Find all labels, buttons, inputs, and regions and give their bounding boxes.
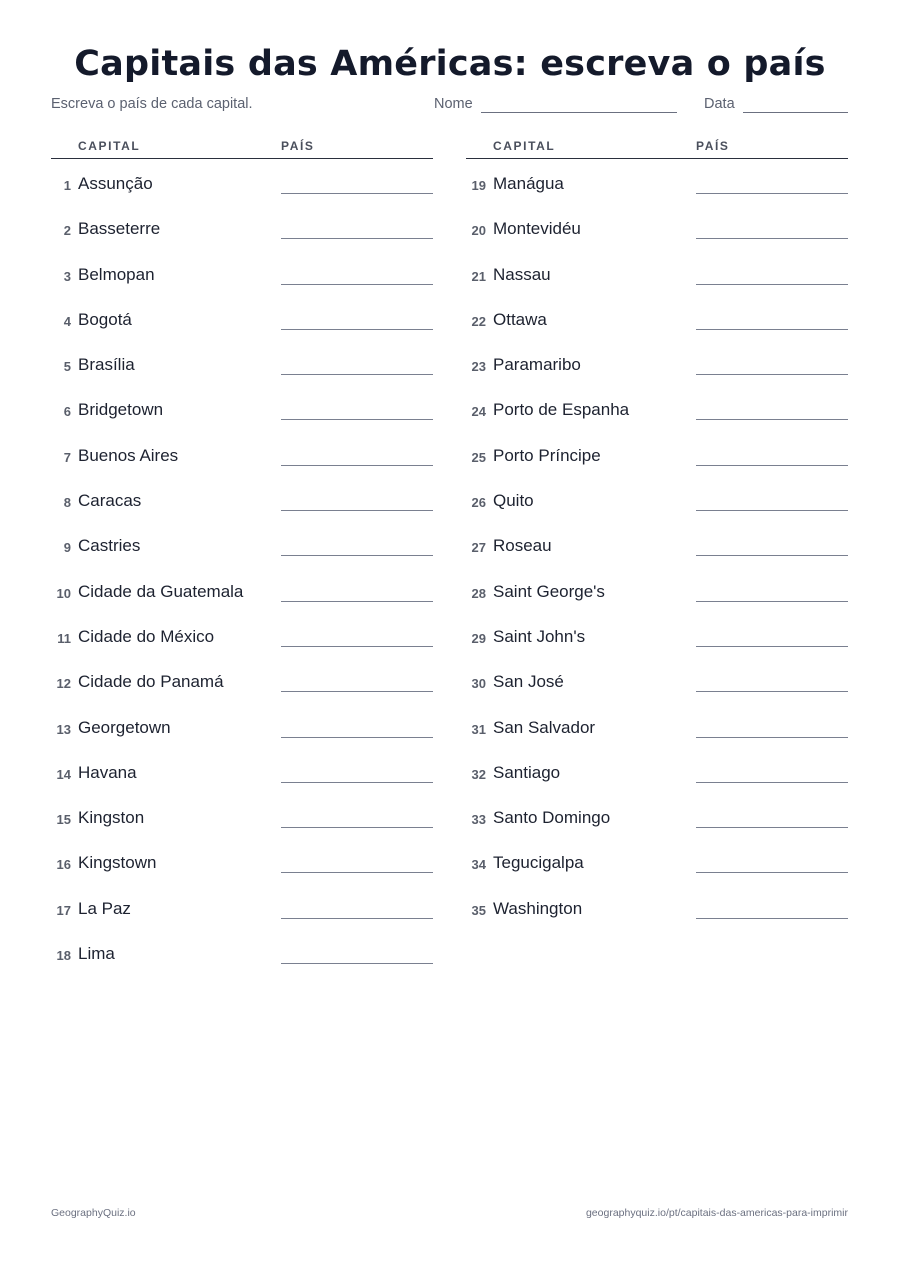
column-header bbox=[466, 138, 848, 159]
question-row bbox=[466, 392, 848, 437]
capital-name: Castries bbox=[78, 536, 141, 556]
question-number: 24 bbox=[471, 404, 486, 420]
question-row bbox=[51, 755, 433, 800]
capital-name: Kingstown bbox=[78, 853, 157, 873]
question-row bbox=[466, 800, 848, 845]
question-row bbox=[51, 528, 433, 573]
question-number: 26 bbox=[471, 495, 486, 511]
question-row bbox=[466, 619, 848, 664]
answer-line[interactable] bbox=[696, 782, 848, 783]
capital-name: Porto Príncipe bbox=[493, 445, 601, 465]
question-row bbox=[466, 891, 848, 936]
answer-line[interactable] bbox=[696, 691, 848, 692]
question-row bbox=[466, 211, 848, 256]
worksheet-subline bbox=[51, 94, 848, 114]
question-row bbox=[466, 755, 848, 800]
answer-line[interactable] bbox=[696, 419, 848, 420]
question-row bbox=[466, 483, 848, 528]
question-number: 17 bbox=[56, 902, 71, 918]
question-row bbox=[51, 845, 433, 890]
question-number: 34 bbox=[471, 857, 486, 873]
question-number: 28 bbox=[471, 585, 486, 601]
question-number: 35 bbox=[471, 902, 486, 918]
capital-name: Bogotá bbox=[78, 309, 132, 329]
question-row bbox=[466, 438, 848, 483]
question-number: 11 bbox=[57, 630, 71, 646]
question-row bbox=[51, 483, 433, 528]
page-title: Capitais das Américas: escreva o país bbox=[74, 44, 826, 84]
question-row bbox=[466, 166, 848, 211]
capital-name: Washington bbox=[493, 898, 583, 918]
question-row bbox=[51, 302, 433, 347]
capital-name: La Paz bbox=[78, 898, 131, 918]
question-number: 7 bbox=[63, 449, 71, 465]
question-row bbox=[51, 664, 433, 709]
question-row bbox=[51, 800, 433, 845]
answer-line[interactable] bbox=[696, 374, 848, 375]
date-field-line[interactable] bbox=[743, 112, 848, 113]
answer-line[interactable] bbox=[281, 827, 433, 828]
capital-name: Manágua bbox=[493, 174, 564, 193]
capital-name: Basseterre bbox=[78, 219, 161, 239]
answer-line[interactable] bbox=[696, 601, 848, 602]
answer-line[interactable] bbox=[696, 510, 848, 511]
capital-name: Montevidéu bbox=[493, 219, 581, 239]
question-row bbox=[466, 257, 848, 302]
question-row bbox=[51, 347, 433, 392]
question-row bbox=[51, 710, 433, 755]
country-header: PAÍS bbox=[281, 139, 315, 153]
question-row bbox=[466, 302, 848, 347]
question-number: 10 bbox=[56, 585, 71, 601]
answer-line[interactable] bbox=[281, 691, 433, 692]
capital-name: Quito bbox=[493, 491, 534, 511]
question-row bbox=[466, 528, 848, 573]
question-number: 20 bbox=[471, 223, 486, 239]
question-number: 23 bbox=[471, 359, 486, 375]
question-number: 2 bbox=[63, 223, 71, 239]
country-header: PAÍS bbox=[696, 139, 730, 153]
question-row bbox=[51, 392, 433, 437]
question-number: 13 bbox=[56, 721, 71, 737]
answer-line[interactable] bbox=[281, 963, 433, 964]
capital-name: Santo Domingo bbox=[493, 808, 611, 828]
capital-name: Bridgetown bbox=[78, 400, 164, 420]
question-number: 19 bbox=[471, 178, 486, 193]
capital-name: Kingston bbox=[78, 808, 145, 828]
answer-line[interactable] bbox=[696, 284, 848, 285]
capital-name: Nassau bbox=[493, 264, 551, 284]
answer-line[interactable] bbox=[696, 329, 848, 330]
capital-name: Caracas bbox=[78, 491, 142, 511]
answer-line[interactable] bbox=[696, 737, 848, 738]
name-field-line[interactable] bbox=[481, 112, 677, 113]
name-label: Nome bbox=[434, 96, 473, 112]
date-label: Data bbox=[704, 96, 735, 112]
answer-line[interactable] bbox=[281, 737, 433, 738]
answer-line[interactable] bbox=[696, 465, 848, 466]
capital-name: Santiago bbox=[493, 762, 561, 782]
question-row bbox=[51, 619, 433, 664]
capital-name: Tegucigalpa bbox=[493, 853, 584, 873]
question-number: 30 bbox=[471, 676, 486, 692]
question-number: 8 bbox=[63, 495, 71, 511]
capital-name: Cidade do Panamá bbox=[78, 672, 224, 692]
answer-line[interactable] bbox=[281, 872, 433, 873]
question-number: 22 bbox=[471, 313, 486, 329]
column-header bbox=[51, 138, 433, 159]
answer-line[interactable] bbox=[696, 646, 848, 647]
instructions-text: Escreva o país de cada capital. bbox=[51, 96, 253, 112]
capital-name: Paramaribo bbox=[493, 355, 581, 375]
question-number: 29 bbox=[471, 630, 486, 646]
question-number: 12 bbox=[56, 676, 71, 692]
question-number: 25 bbox=[471, 449, 486, 465]
answer-line[interactable] bbox=[696, 827, 848, 828]
question-number: 14 bbox=[56, 766, 71, 782]
answer-line[interactable] bbox=[281, 918, 433, 919]
capital-name: Saint George's bbox=[493, 581, 605, 601]
question-number: 1 bbox=[63, 178, 71, 193]
capital-name: Porto de Espanha bbox=[493, 400, 630, 420]
capital-name: San Salvador bbox=[493, 717, 596, 737]
question-row bbox=[51, 438, 433, 483]
capital-name: Havana bbox=[78, 762, 137, 782]
answer-line[interactable] bbox=[281, 329, 433, 330]
answer-line[interactable] bbox=[281, 465, 433, 466]
answer-line[interactable] bbox=[281, 193, 433, 194]
question-number: 33 bbox=[471, 812, 486, 828]
question-number: 21 bbox=[471, 268, 486, 284]
capital-name: San José bbox=[493, 672, 564, 692]
answer-line[interactable] bbox=[696, 238, 848, 239]
answer-line[interactable] bbox=[281, 601, 433, 602]
answer-line[interactable] bbox=[696, 555, 848, 556]
answer-line[interactable] bbox=[281, 238, 433, 239]
capital-name: Georgetown bbox=[78, 717, 171, 737]
answer-line[interactable] bbox=[281, 284, 433, 285]
question-number: 27 bbox=[471, 540, 486, 556]
capital-name: Roseau bbox=[493, 536, 552, 556]
capital-name: Cidade do México bbox=[78, 626, 215, 646]
answer-line[interactable] bbox=[281, 646, 433, 647]
answer-line[interactable] bbox=[696, 872, 848, 873]
question-number: 32 bbox=[471, 766, 486, 782]
question-row bbox=[51, 891, 433, 936]
capital-name: Brasília bbox=[78, 355, 135, 375]
question-row bbox=[466, 574, 848, 619]
capital-name: Cidade da Guatemala bbox=[78, 581, 244, 601]
capital-name: Buenos Aires bbox=[78, 445, 179, 465]
answer-line[interactable] bbox=[281, 374, 433, 375]
left-column bbox=[51, 138, 433, 974]
capital-name: Belmopan bbox=[78, 264, 155, 284]
answer-line[interactable] bbox=[281, 510, 433, 511]
question-row bbox=[466, 664, 848, 709]
question-number: 18 bbox=[56, 948, 71, 964]
question-row bbox=[51, 574, 433, 619]
question-row bbox=[51, 936, 433, 981]
question-number: 16 bbox=[56, 857, 71, 873]
question-number: 9 bbox=[63, 540, 71, 556]
question-number: 31 bbox=[471, 721, 486, 737]
capital-name: Saint John's bbox=[493, 626, 586, 646]
left-question-list bbox=[51, 166, 433, 981]
question-number: 5 bbox=[63, 359, 71, 375]
answer-line[interactable] bbox=[696, 918, 848, 919]
footer-brand: GeographyQuiz.io bbox=[51, 1207, 136, 1219]
capital-header: CAPITAL bbox=[78, 139, 141, 153]
answer-line[interactable] bbox=[281, 419, 433, 420]
capital-name: Lima bbox=[78, 944, 115, 964]
capital-header: CAPITAL bbox=[493, 139, 556, 153]
capital-name: Ottawa bbox=[493, 309, 547, 329]
question-number: 6 bbox=[63, 404, 71, 420]
question-row bbox=[466, 710, 848, 755]
question-number: 15 bbox=[56, 812, 71, 828]
question-number: 4 bbox=[63, 313, 71, 329]
answer-line[interactable] bbox=[281, 555, 433, 556]
question-number: 3 bbox=[63, 268, 71, 284]
question-row bbox=[466, 845, 848, 890]
question-row bbox=[466, 347, 848, 392]
capital-name: Assunção bbox=[78, 174, 153, 193]
question-row bbox=[51, 257, 433, 302]
right-column bbox=[466, 138, 848, 929]
answer-line[interactable] bbox=[696, 193, 848, 194]
question-row bbox=[51, 211, 433, 256]
question-row bbox=[51, 166, 433, 211]
answer-line[interactable] bbox=[281, 782, 433, 783]
footer-url: geographyquiz.io/pt/capitais-das-americas-para-imprimir bbox=[585, 1207, 848, 1219]
right-question-list bbox=[466, 166, 848, 936]
